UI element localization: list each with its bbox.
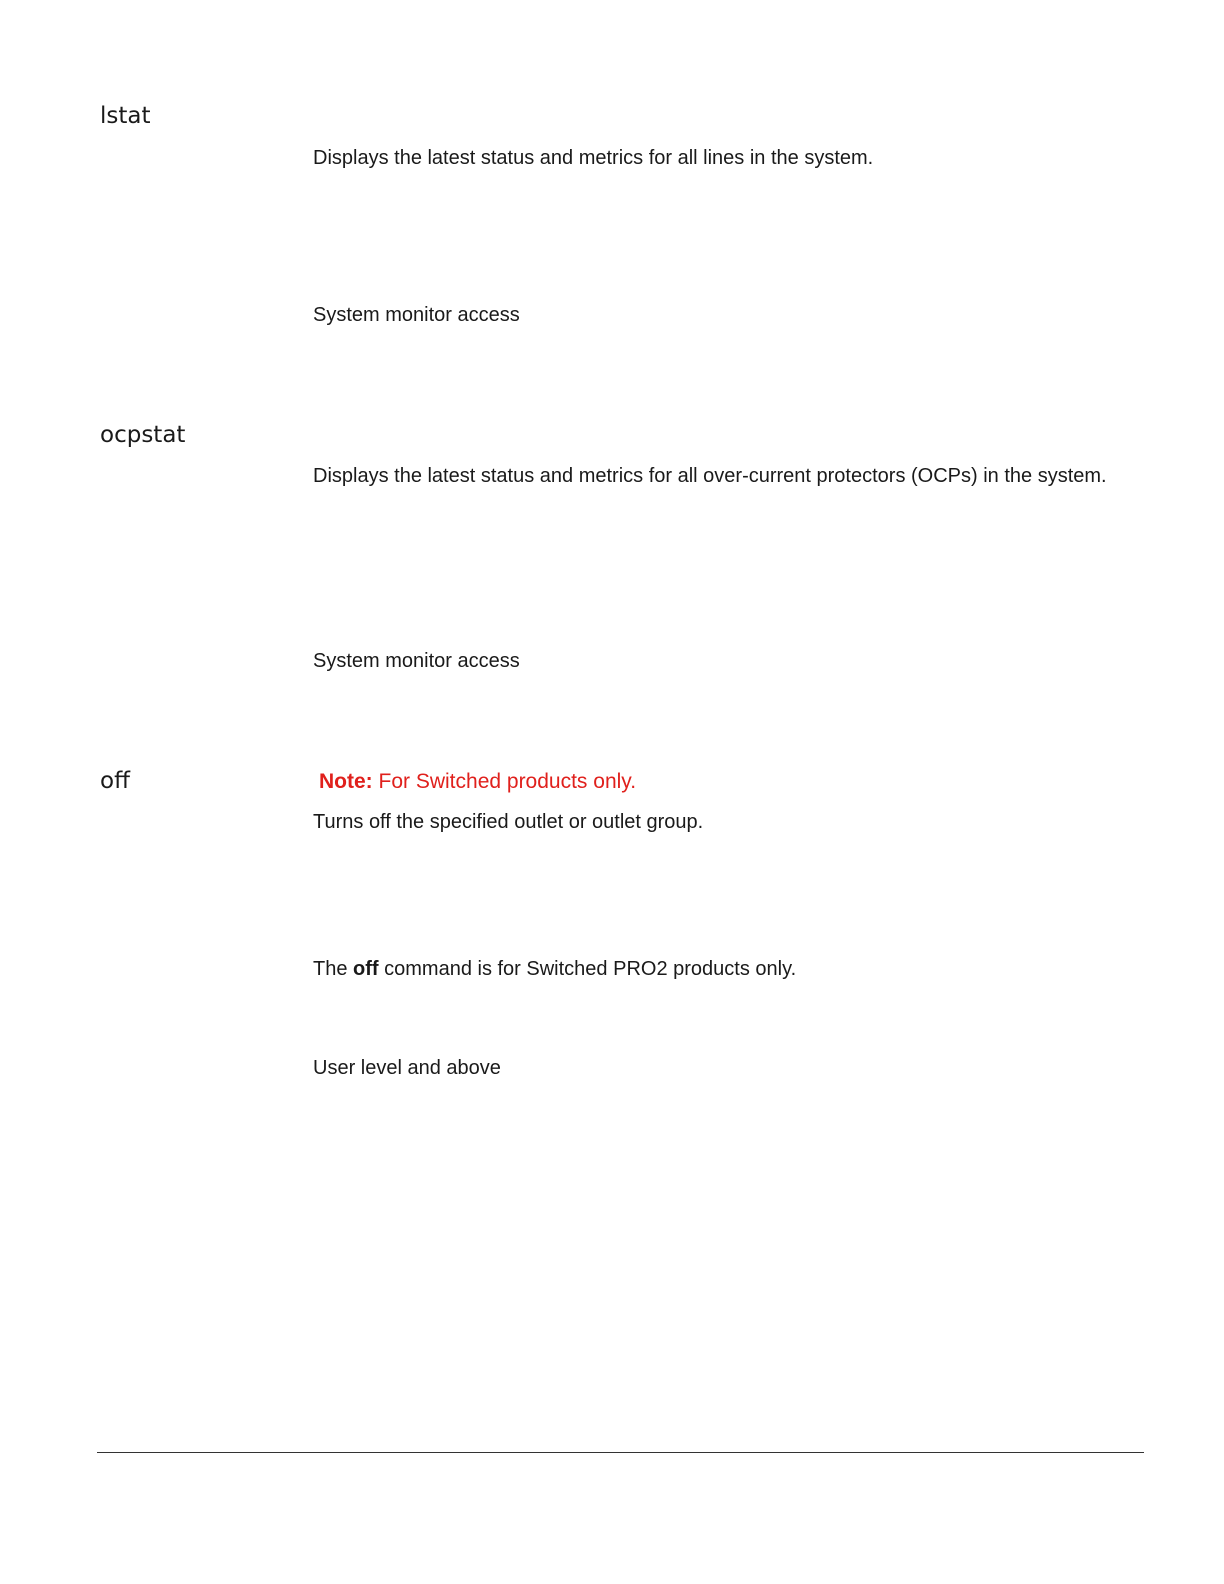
off-remark-suffix: command is for Switched PRO2 products only.	[378, 958, 797, 980]
off-description: Turns off the specified outlet or outlet group.	[313, 811, 704, 833]
off-remark	[313, 955, 1123, 983]
off-remark-bold: off	[353, 958, 379, 980]
lstat-access: System monitor access	[313, 304, 520, 326]
off-remark-prefix: The	[313, 958, 354, 980]
command-title-off: off	[100, 768, 130, 794]
note-label: Note:	[319, 770, 373, 793]
off-note	[319, 768, 636, 796]
lstat-description: Displays the latest status and metrics for all lines in the system.	[313, 147, 874, 169]
footer-divider	[97, 1452, 1144, 1453]
command-title-lstat: lstat	[100, 103, 151, 129]
command-title-ocpstat: ocpstat	[100, 422, 186, 448]
off-access: User level and above	[313, 1057, 501, 1079]
ocpstat-access: System monitor access	[313, 650, 520, 672]
ocpstat-description: Displays the latest status and metrics for all over-current protectors (OCPs) in the system.	[313, 465, 1107, 487]
note-text: For Switched products only.	[372, 770, 637, 793]
